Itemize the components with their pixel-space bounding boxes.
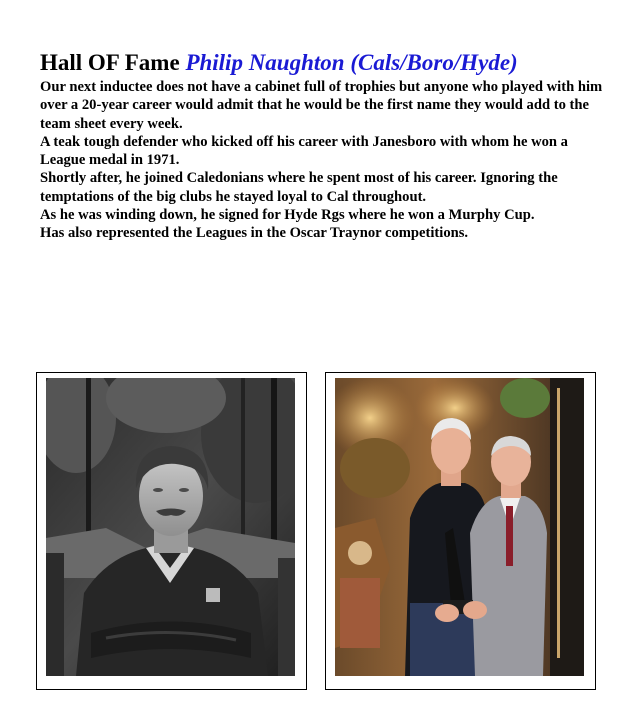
- photo-frame-player: [36, 372, 307, 690]
- article: [40, 48, 615, 243]
- page-title: [40, 48, 615, 78]
- paragraph-intro: Our next inductee does not have a cabinet full of trophies but anyone who played with him over a 20-year career would admit that he would be the first name they would add to the team sheet every week.: [40, 79, 603, 132]
- paragraph-caledonians: Shortly after, he joined Caledonians where he spent most of his career. Ignoring the temptations of the big clubs he stayed loyal to Cal throughout.: [40, 170, 558, 205]
- player-portrait-photo: [46, 378, 295, 676]
- photo-frame-award: [325, 372, 596, 690]
- inductee-name: Philip Naughton (Cals/Boro/Hyde): [185, 50, 518, 75]
- paragraph-representation: Has also represented the Leagues in the Oscar Traynor competitions.: [40, 225, 469, 242]
- award-presentation-photo: [335, 378, 584, 676]
- paragraph-hyde: As he was winding down, he signed for Hyde Rgs where he won a Murphy Cup.: [40, 207, 535, 224]
- paragraph-early-career: A teak tough defender who kicked off his career with Janesboro with whom he won a League medal in 1971.: [40, 133, 568, 169]
- heading-prefix: Hall OF Fame: [40, 50, 180, 75]
